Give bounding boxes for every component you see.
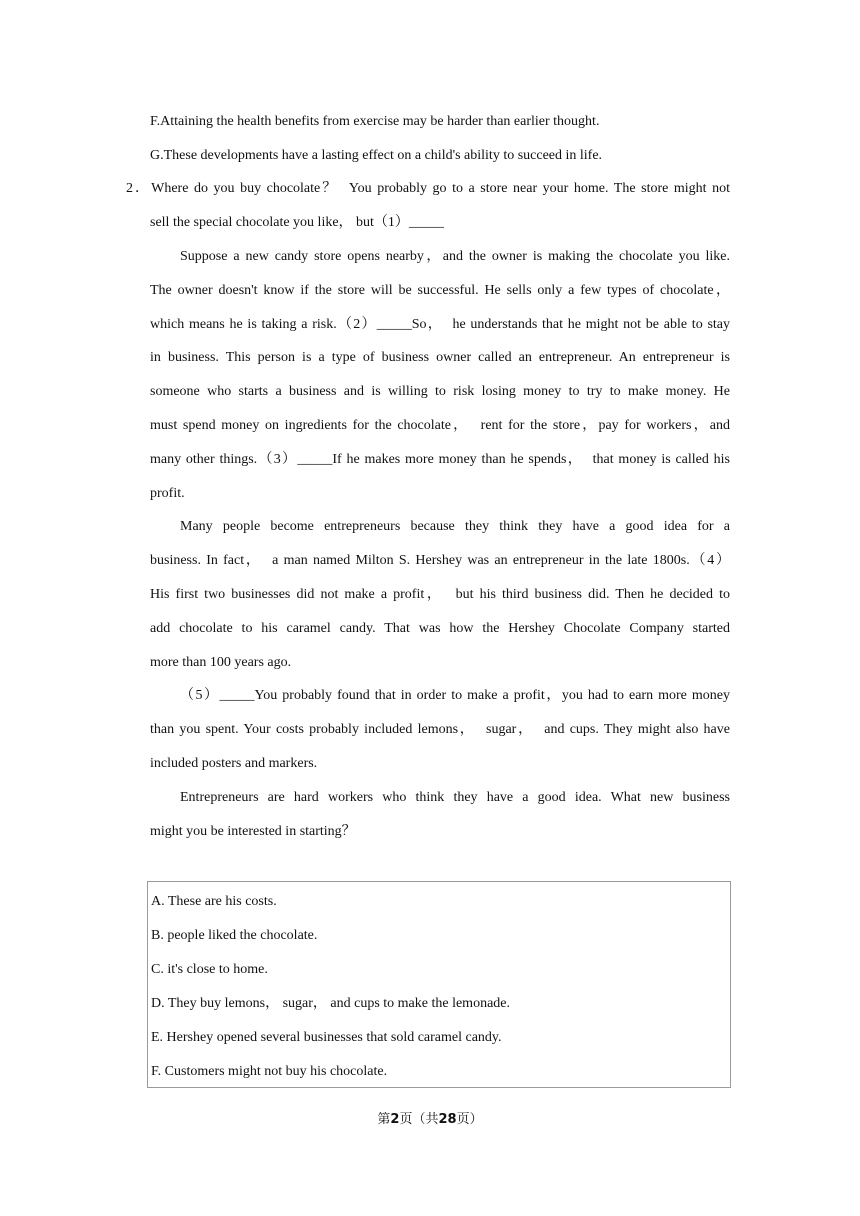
passage-line: add chocolate to his caramel candy. That was how the Hershey Chocolate Company started — [150, 621, 730, 636]
page-total: 28 — [438, 1112, 457, 1127]
option-f: F. Customers might not buy his chocolate. — [151, 1064, 388, 1079]
passage-line: （5）_____You probably found that in order to make a profit，you had to earn more money — [180, 688, 730, 703]
page-footer: 第2页（共28页） — [377, 1112, 483, 1127]
passage-line: Many people become entrepreneurs because they think they have a good idea for a — [180, 519, 730, 534]
option-d: D. They buy lemons， sugar， and cups to make the lemonade. — [151, 996, 510, 1011]
previous-option-g: G.These developments have a lasting effect on a child's ability to succeed in life. — [150, 148, 603, 163]
previous-option-f: F.Attaining the health benefits from exercise may be harder than earlier thought. — [150, 114, 600, 129]
option-e: E. Hershey opened several businesses that sold caramel candy. — [151, 1030, 502, 1045]
passage-line: which means he is taking a risk.（2）_____So， he understands that he might not be able to stay — [150, 317, 730, 332]
options-box — [147, 881, 731, 1088]
passage-line: more than 100 years ago. — [150, 655, 292, 670]
passage-line: than you spent. Your costs probably included lemons， sugar， and cups. They might also have — [150, 722, 730, 737]
passage-line: His first two businesses did not make a profit， but his third business did. Then he decided to — [150, 587, 730, 602]
option-a: A. These are his costs. — [151, 894, 277, 909]
passage-line: 2．Where do you buy chocolate？ You probably go to a store near your home. The store might not — [126, 181, 730, 196]
passage-line: profit. — [150, 486, 185, 501]
passage-line: business. In fact， a man named Milton S. Hershey was an entrepreneur in the late 1800s.（4） — [150, 553, 730, 568]
passage-line: many other things.（3）_____If he makes more money than he spends， that money is called his — [150, 452, 730, 467]
passage-line: Entrepreneurs are hard workers who think they have a good idea. What new business — [180, 790, 730, 805]
passage-line: someone who starts a business and is willing to risk losing money to try to make money. He — [150, 384, 730, 399]
passage-line: might you be interested in starting？ — [150, 824, 356, 839]
passage-line: must spend money on ingredients for the chocolate， rent for the store，pay for workers，and — [150, 418, 730, 433]
passage-line: sell the special chocolate you like， but（1）_____ — [150, 215, 444, 230]
passage-line: in business. This person is a type of business owner called an entrepreneur. An entrepreneur is — [150, 350, 730, 365]
option-b: B. people liked the chocolate. — [151, 928, 318, 943]
option-c: C. it's close to home. — [151, 962, 268, 977]
passage-line: The owner doesn't know if the store will be successful. He sells only a few types of chocolate， — [150, 283, 730, 298]
page-number: 2 — [390, 1112, 400, 1127]
passage-line: Suppose a new candy store opens nearby，and the owner is making the chocolate you like. — [180, 249, 730, 264]
passage-line: included posters and markers. — [150, 756, 318, 771]
